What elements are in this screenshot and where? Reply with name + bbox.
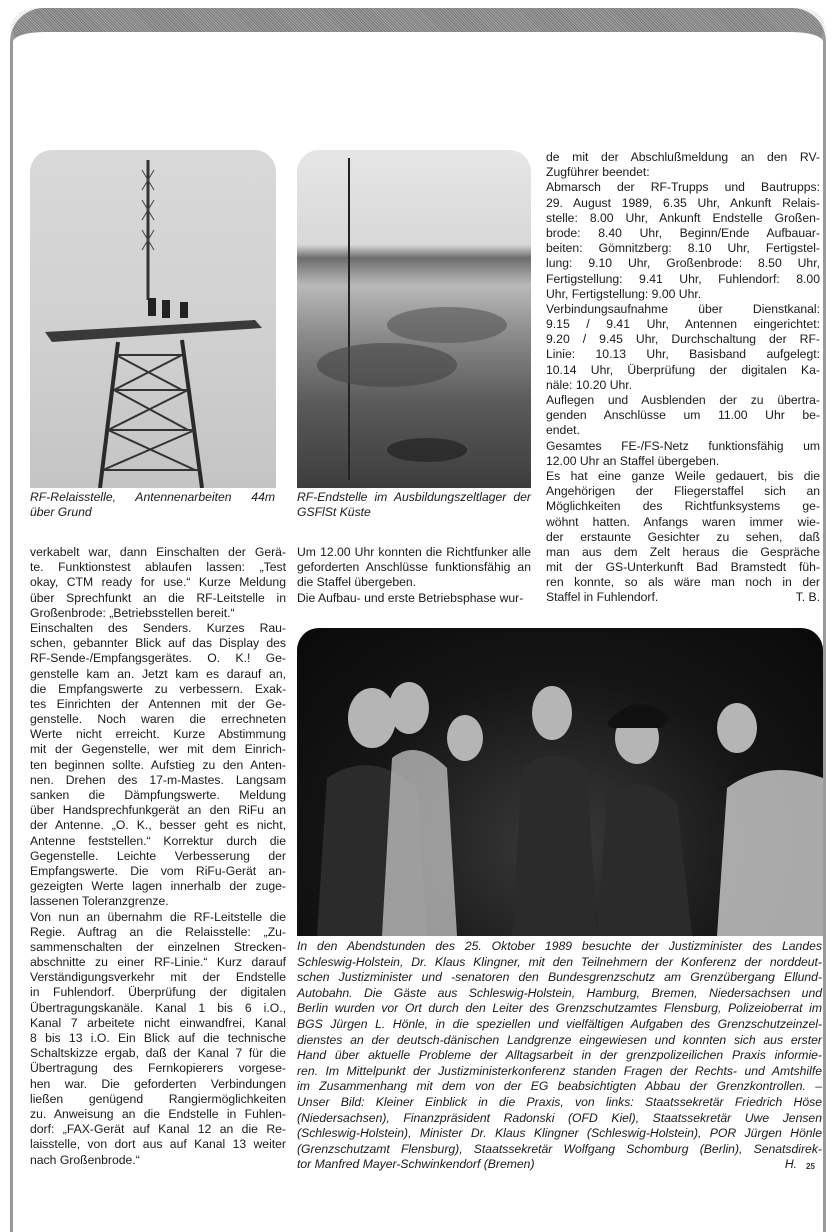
caption-line: RF-Relaisstelle, Antennenarbeiten 44m (30, 490, 275, 504)
text-line: schen, gebannter Blick auf das Display des (30, 636, 286, 651)
text-line: nen. Drehen des 17-m-Mastes. Langsam (30, 772, 286, 787)
text-line: im Zusammenhang mit dem von der EG beabsichtigten Abbau der Grenzkontrollen. – (297, 1079, 822, 1094)
text-line: verkabelt war, dann Einschalten der Gerä- (30, 545, 286, 559)
relay-tower-illustration (30, 150, 276, 488)
text-line: wöhnt hatten. Anfangs waren immer wie- (546, 514, 820, 529)
text-line: ren konnte, so als wäre man noch in der (546, 575, 820, 590)
text-line: Abmarsch der RF-Trupps und Bautrupps: (546, 180, 820, 195)
text-line: Von nun an übernahm die RF-Leitstelle die (30, 909, 286, 924)
text-line: Gegenstelle. Leichte Verbesserung der (30, 848, 286, 863)
text-line: Zugführer beendet: (546, 165, 650, 180)
text-line: ren. Im Mittelpunkt der Justizministerkonferenz standen Fragen der Rechts- und Amtshilfe (297, 1063, 822, 1078)
group-photo-caption (297, 939, 822, 1173)
text-line: te. Funktionstest ablaufen lassen: „Test (30, 560, 286, 575)
text-line: abschnitte zu einer RF-Linie.“ Kurz darauf (30, 955, 286, 970)
text-line: sanken die Dämpfungswerte. Meldung (30, 788, 286, 802)
caption-line: RF-Endstelle im Ausbildungszeltlager der (297, 490, 531, 504)
text-line: Die Aufbau- und erste Betriebsphase wur- (297, 590, 524, 605)
text-line: nach Großenbrode.“ (30, 1152, 140, 1167)
text-line: 9.20 / 9.45 Uhr, Durchschaltung der RF- (546, 332, 820, 347)
photo-end-station (297, 150, 531, 488)
text-line: 8 bis 13 i.O. Ein Blick auf die technische (30, 1031, 286, 1045)
text-line: schen Justizminister und -senatoren den Bundesgrenzschutz am Grenzübergang Ellund- (297, 970, 822, 985)
text-line: (Grenzschutzamt Flensburg), Staatssekretär Wolfgang Schomburg (Berlin), Senatsdirek- (297, 1141, 822, 1156)
text-line: de mit der Abschlußmeldung an den RV- (546, 150, 820, 164)
end-station-illustration (297, 150, 531, 488)
text-line: Auflegen und Ausblenden der zu übertra- (546, 393, 820, 407)
photo-group-visit (297, 628, 823, 936)
paragraph (546, 150, 820, 180)
text-line: in Fuhlendorf. Überprüfung der digitalen (30, 985, 286, 1000)
text-line: mit der Gegenstelle, wer mit dem Einrich- (30, 742, 286, 757)
relay-photo-caption (30, 490, 275, 520)
text-line: Werte nicht erreicht. Kurze Abstimmung (30, 727, 286, 742)
text-line: ließen genügend Rangiermöglichkeiten (30, 1091, 286, 1106)
text-line: Uhr, Fertigstellung: 9.00 Uhr. (546, 286, 702, 301)
author-signature: T. B. (795, 590, 820, 604)
text-line: über Sprechfunkt an die RF-Leitstelle in (30, 590, 286, 605)
text-line: lassenen Toleranzgrenze. (30, 894, 169, 909)
text-line: Staffel in Fuhlendorf. (546, 590, 659, 605)
text-line: (Niedersachsen), Finanzpräsident Radonski (OFD Kiel), Staatssekretär Uwe Jensen (297, 1110, 822, 1125)
text-line: näle: 10.20 Uhr. (546, 377, 633, 392)
text-line: Autobahn. Die Gäste aus Schleswig-Holstein, Hamburg, Bremen, Niedersachsen und (297, 985, 822, 1000)
text-line: Einschalten des Senders. Kurzes Rau- (30, 620, 286, 635)
paragraph (30, 910, 286, 1168)
paragraph (546, 302, 820, 393)
text-line: gezeigten Werte lagen innerhalb der zuge- (30, 879, 286, 894)
text-line: Möglichkeiten des Richtfunksystems ge- (546, 499, 820, 514)
paragraph (546, 439, 820, 469)
text-line: Übertragung des Fernkopierers vorgese- (30, 1061, 286, 1076)
text-line: Fertigstellung: 9.41 Uhr, Fuhlendorf: 8.00 (546, 271, 820, 286)
text-line: Empfangswerte. Die vom RiFu-Gerät an- (30, 863, 286, 878)
text-line: hen war. Die geforderten Verbindungen (30, 1076, 286, 1091)
text-line: tes Einrichten der Antennen mit der Ge- (30, 696, 286, 711)
text-line: der erstaunte Gesichter zu sehen, daß (546, 529, 820, 544)
text-line: geforderten Anschlüsse funktionsfähig an (297, 560, 531, 575)
left-article-column (30, 545, 286, 1168)
caption-line: GSFlSt Küste (297, 505, 371, 520)
page-number: 25 (806, 1162, 815, 1171)
text-line: Um 12.00 Uhr konnten die Richtfunker alle (297, 545, 531, 559)
text-line: sammenschalten der einzelnen Strecken- (30, 939, 286, 954)
right-article-column (546, 150, 820, 606)
text-line: mit der GS-Unterkunft Bad Bramstedt füh- (546, 560, 820, 575)
text-line: die Empfangswerte zu verbessern. Exak- (30, 681, 286, 696)
text-line: endet. (546, 423, 580, 438)
paragraph (297, 591, 531, 606)
text-line: BGS Jürgen L. Hönle, in die speziellen und vielfältigen Aufgaben des Grenzschutzeinzel- (297, 1016, 822, 1031)
text-line: dorf: „FAX-Gerät auf Kanal 12 an die Re- (30, 1122, 286, 1137)
paragraph (546, 180, 820, 302)
text-line: Verständigungsverkehr mit der Endstelle (30, 970, 286, 985)
paragraph (297, 545, 531, 591)
text-line: Es hat eine ganze Weile gedauert, bis die (546, 468, 820, 483)
text-line: Verbindungsaufnahme über Dienstkanal: (546, 301, 820, 316)
text-line: tor Manfred Mayer-Schwinkendorf (Bremen) (297, 1157, 535, 1172)
text-line: 10.14 Uhr, Überprüfung der digitalen Ka- (546, 362, 820, 377)
text-line: genstelle. Noch waren die errechneten (30, 712, 286, 727)
caption-signature: H. (784, 1157, 797, 1171)
text-line: beiten: Gömnitzberg: 8.10 Uhr, Fertigstel- (546, 241, 820, 256)
text-line: okay, CTM ready for use.“ Kurze Meldung (30, 575, 286, 590)
text-line: man aus dem Zelt heraus die Gespräche (546, 544, 820, 559)
text-line: Schleswig-Holstein, Dr. Klaus Klingner, mit den Teilnehmern der Konferenz der norddeut- (297, 954, 822, 969)
text-line: brode: 8.40 Uhr, Beginn/Ende Aufbauar- (546, 225, 820, 240)
text-line: die Staffel übergeben. (297, 575, 417, 590)
text-line: Regie. Auftrag an die Relaisstelle: „Zu- (30, 924, 286, 939)
caption-signature-wrap (297, 1157, 797, 1173)
text-line: 9.15 / 9.41 Uhr, Antennen eingerichtet: (546, 317, 820, 332)
text-line: (Schleswig-Holstein), Minister Dr. Klaus Klingner (Schleswig-Holstein), POR Jürgen Hönle (297, 1126, 822, 1141)
photo-relay-tower (30, 150, 276, 488)
text-line: Unser Bild: Kleiner Einblick in die Praxis, von links: Staatssekretär Friedrich Höse (297, 1094, 822, 1109)
text-line: In den Abendstunden des 25. Oktober 1989 besuchte der Justizminister des Landes (297, 939, 822, 953)
group-photo-illustration (297, 628, 823, 936)
paragraph (297, 939, 822, 1173)
text-line: ten beginnen sollte. Aufstieg zu den Anten- (30, 757, 286, 772)
text-line: Berlin wurden vor Ort durch den Leiter des Grenzschutzamtes Flensburg, Polizeioberrat im (297, 1001, 822, 1016)
text-line: laisstelle, von dort aus auf Kanal 13 weiter (30, 1137, 286, 1152)
text-line: 29. August 1989, 6.35 Uhr, Ankunft Relais- (546, 195, 820, 210)
text-line: der Antenne. „O. K., besser geht es nicht, (30, 818, 286, 833)
paragraph (546, 393, 820, 439)
text-line: lung: 9.10 Uhr, Großenbrode: 8.50 Uhr, (546, 256, 820, 271)
text-line: stelle: 8.00 Uhr, Ankunft Endstelle Großen- (546, 210, 820, 225)
text-line: Linie: 10.13 Uhr, Basisband aufgelegt: (546, 347, 820, 362)
caption-line: über Grund (30, 505, 92, 520)
text-line: 12.00 Uhr an Staffel übergeben. (546, 453, 720, 468)
text-line: genden Anschlüsse um 11.00 Uhr be- (546, 408, 820, 423)
text-line: Schaltskizze ergab, daß der Kanal 7 für die (30, 1046, 286, 1061)
paragraph (546, 469, 820, 606)
text-line: Übertragungskanäle. Kanal 1 bis 6 i.O., (30, 1000, 286, 1015)
text-line: dienstes an der deutsch-dänischen Landgrenze eingewiesen und konnten sich aus erster (297, 1032, 822, 1047)
text-line: Antenne feststellen.“ Korrektur durch die (30, 833, 286, 848)
paragraph (30, 621, 286, 910)
text-line: RF-Sende-/Empfangsgerätes. O. K.! Ge- (30, 651, 286, 666)
text-line: zu. Anweisung an die Endstelle in Fuhlen- (30, 1106, 286, 1121)
text-line: Gesamtes FE-/FS-Netz funktionsfähig um (546, 438, 820, 453)
text-line: Großenbrode: „Betriebsstellen bereit.“ (30, 605, 235, 620)
right-column-signature-wrap (546, 590, 820, 606)
text-line: Hand über aktuelle Probleme der Alltagsarbeit in der grenzpolizeilichen Praxis informie- (297, 1048, 822, 1063)
text-line: Kanal 7 arbeitete nicht einwandfrei, Kanal (30, 1015, 286, 1030)
paragraph (30, 545, 286, 621)
text-line: Angehörigen der Fliegerstaffel sich an (546, 484, 820, 499)
text-line: genstelle kam an. Jetzt kam es darauf an, (30, 666, 286, 681)
end-station-photo-caption (297, 490, 531, 520)
middle-article-column (297, 545, 531, 606)
text-line: über Handsprechfunkgerät an den RiFu an (30, 803, 286, 818)
